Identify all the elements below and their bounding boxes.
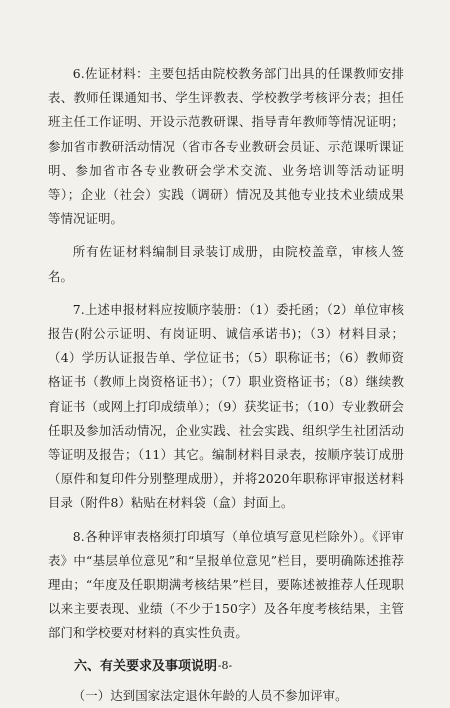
paragraph-material-order: 7.上述申报材料应按顺序装册：（1）委托函；（2）单位审核报告(附公示证明、有岗证明、诚信承诺书)；（3）材料目录；（4）学历认证报告单、学位证书；（5）职称证书；（6）教师资格证书（教师上岗资格证书）；（7）职业资格证书；（8）继续教育证书（或网上打印成绩单）；（9）获奖证书；（10）专业教研会任职及参加活动情况，企业实践、社会实践、组织学生社团活动等证明及报告；（11）其它。编制材料目录表，按顺序装订成册（原件和复印件分别整理成册），并将2020年职称评审报送材料目录（附件8）粘贴在材料袋（盒）封面上。 bbox=[48, 301, 404, 511]
paragraph-binding-requirement: 所有佐证材料编制目录装订成册，由院校盖章，审核人签名。 bbox=[48, 244, 404, 284]
page-number: -8- bbox=[217, 659, 233, 672]
section-heading: 六、有关要求及事项说明 bbox=[74, 658, 218, 674]
paragraph-form-filling: 8.各种评审表格须打印填写（单位填写意见栏除外）。《评审表》中“基层单位意见”和“呈报单位意见”栏目，要明确陈述推荐理由；“年度及任职期满考核结果”栏目，要陈述被推荐人任现职以来主要表现、业绩（不少于150字）及各年度考核结果，主管部门和学校要对材料的真实性负责。 bbox=[48, 528, 404, 641]
paragraph-retirement-rule: （一）达到国家法定退休年龄的人员不参加评审。 bbox=[72, 687, 348, 703]
paragraph-supporting-materials: 6.佐证材料：主要包括由院校教务部门出具的任课教师安排表、教师任课通知书、学生评教表、学校教学考核评分表；担任班主任工作证明、开设示范教研课、指导青年教师等情况证明；参加省市教研活动情况（省市各专业教研会员证、示范课听课证明、参加省市各专业教研会学术交流、业务培训等活动证明等）；企业（社会）实践（调研）情况及其他专业技术业绩成果等情况证明。 bbox=[48, 66, 404, 227]
